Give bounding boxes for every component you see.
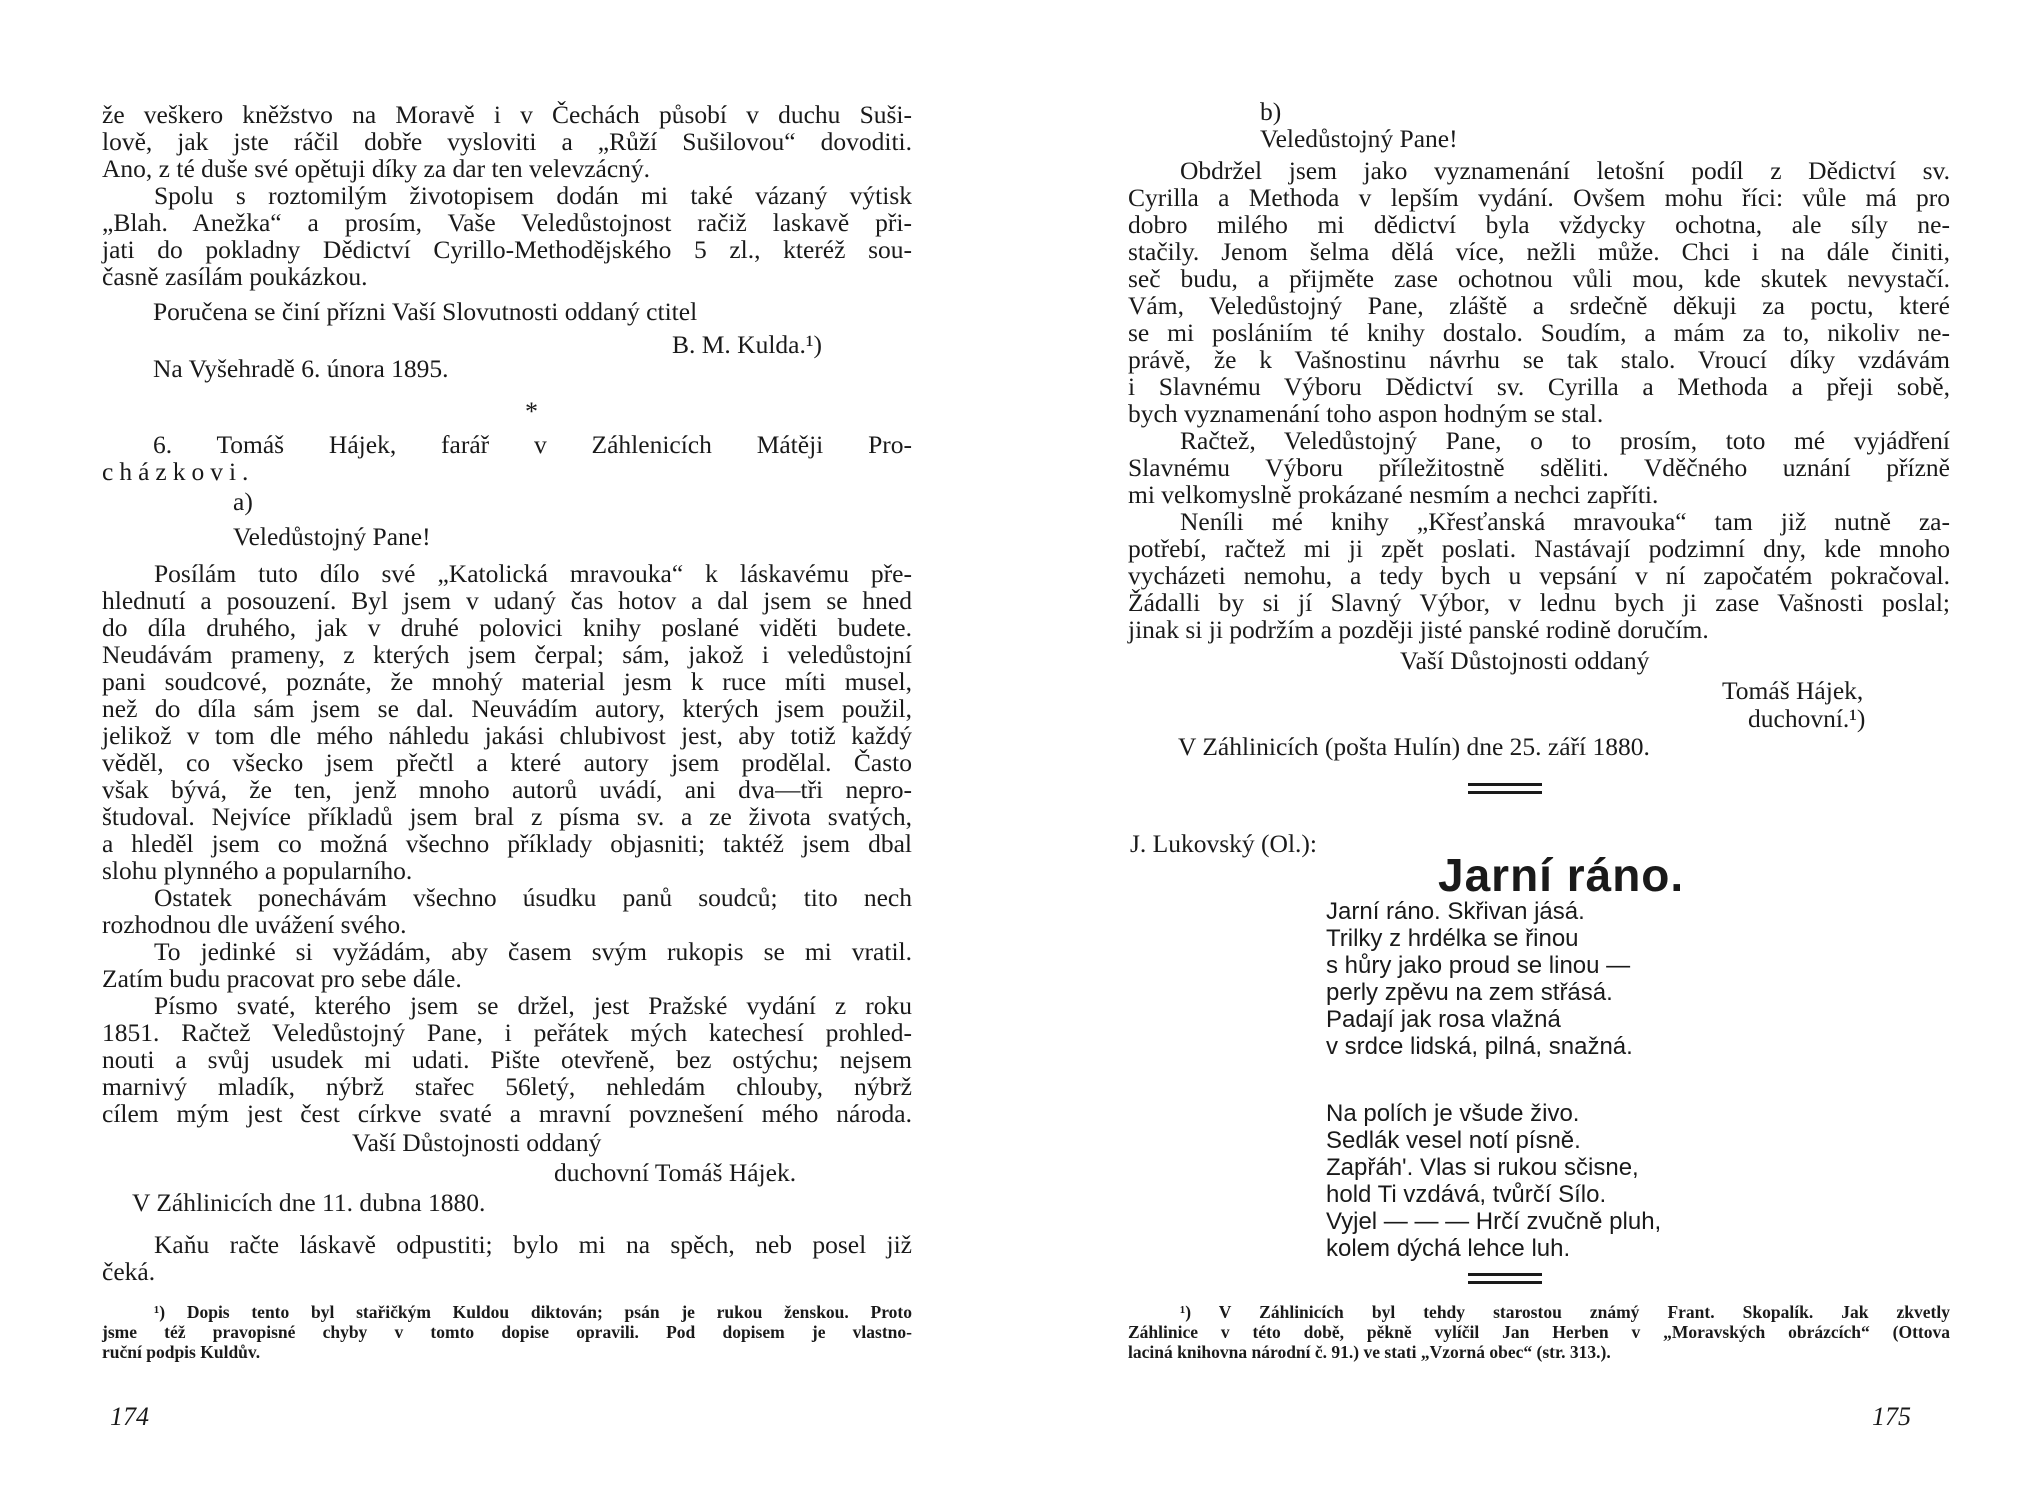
- letter-label-a: [233, 488, 253, 515]
- letter-heading: [153, 431, 912, 458]
- left-footnote: [102, 1302, 912, 1362]
- text-line: Neníli mé knihy „Křesťanská mravouka“ tam již nutně za-: [1180, 507, 1950, 536]
- text-line: Tomáš Hájek,: [1722, 676, 1864, 705]
- text-line: „Blah. Anežka“ a prosím, Vaše Veledůstojnost račiž laskavě při-: [102, 208, 912, 237]
- text-line: To jedinké si vyžádám, aby časem svým rukopis se mi vratil.: [154, 937, 912, 966]
- divider-rule: [1468, 791, 1542, 794]
- divider-rule: [1468, 1281, 1542, 1284]
- text-line: a): [233, 487, 253, 516]
- text-line: b): [1260, 97, 1282, 126]
- text-line: seč budu, a přijměte zase ochotnou vůli mou, kde skutek nevystačí.: [1128, 264, 1950, 293]
- text-line: Žádalli by si jí Slavný Výbor, v lednu bych ji zase Vašnosti poslal;: [1128, 588, 1950, 617]
- text-line: cílem mým jest čest církve svaté a mravní povznešení mého národa.: [102, 1099, 912, 1128]
- text-line: jinak si ji podržím a později jisté panské rodině doručím.: [1128, 615, 1709, 644]
- salutation: [233, 523, 431, 550]
- divider-rule: [1468, 783, 1542, 786]
- text-line: Posílám tuto dílo své „Katolická mravouka“ k láskavému pře-: [154, 559, 912, 588]
- text-line: Vaší Důstojnosti oddaný: [1400, 646, 1650, 675]
- left-signature2: [554, 1159, 796, 1186]
- left-place-date: [153, 355, 449, 382]
- text-line: Poručena se činí přízni Vaší Slovutnosti oddaný ctitel: [153, 297, 698, 326]
- text-line: dobro milého mi dědictví byla vždycky ochotna, ale síly ne-: [1128, 210, 1950, 239]
- right-sign-off: [1400, 647, 1649, 674]
- text-line: že veškero kněžstvo na Moravě i v Čechách působí v duchu Suši-: [102, 100, 912, 129]
- left-signature: [672, 331, 822, 358]
- text-line: Ano, z té duše své opětuji díky za dar ten velevzácný.: [102, 154, 651, 183]
- text-line: slohu plynného a popularního.: [102, 856, 413, 885]
- left-closing: [153, 298, 697, 325]
- left-paragraph: [102, 182, 912, 290]
- footnote-line: jsme též pravopisné chyby v tomto dopise opravili. Pod dopisem je vlastno-: [102, 1322, 912, 1342]
- text-line: Neudávám prameny, z kterých jsem čerpal; sám, jakož i veledůstojní: [102, 640, 912, 669]
- text-line: se mi poslániím té knihy dostalo. Soudím, a mám za to, nikoliv ne-: [1128, 318, 1950, 347]
- text-line: duchovní Tomáš Hájek.: [554, 1158, 797, 1187]
- poem-line: Zapřáh'. Vlas si rukou sčisne,: [1326, 1154, 1639, 1181]
- text-line: Písmo svaté, kterého jsem se držel, jest Pražské vydání z roku: [154, 991, 912, 1020]
- text-line: Ostatek ponechávám všechno úsudku panů soudců; tito nech: [154, 883, 912, 912]
- right-salutation: [1260, 125, 1458, 152]
- text-line: 1851. Račtež Veledůstojný Pane, i peřátek mých katechesí prohled-: [102, 1018, 912, 1047]
- footnote-line: ruční podpis Kuldův.: [102, 1342, 261, 1362]
- text-line: Slavnému Výboru příležitostně sděliti. Vděčného uznání přízně: [1128, 453, 1950, 482]
- poem-line: Vyjel — — — Hrčí zvučně pluh,: [1326, 1208, 1662, 1235]
- text-line: do díla druhého, jak v druhé polovici knihy poslané viděti budete.: [102, 613, 912, 642]
- footnote-line: ¹) V Záhlinicích byl tehdy starostou známý Frant. Skopalík. Jak zkvetly: [1180, 1302, 1950, 1322]
- page-number: 174: [110, 1402, 149, 1431]
- poem-line: Na polích je všude živo.: [1326, 1100, 1580, 1127]
- text-line: však bývá, že ten, jenž mnoho autorů uvádí, ani dva—tři nepro-: [102, 775, 912, 804]
- text-line: pani soudcové, poznáte, že mnohý material jesm k ruce míti musel,: [102, 667, 912, 696]
- text-line: Vaší Důstojnosti oddaný: [352, 1128, 602, 1157]
- text-line: marnivý mladík, nýbrž stařec 56letý, nehledám chlouby, nýbrž: [102, 1072, 912, 1101]
- right-signature-title: [1748, 705, 1865, 732]
- text-line: potřebí, račtež mi ji zpět poslati. Nastávají podzimní dny, kde mnoho: [1128, 534, 1950, 563]
- text-line: vycházeti nemohu, a tedy bych u vepsání v ní započatém pokračoval.: [1128, 561, 1950, 590]
- text-line: Vám, Veledůstojný Pane, zláště a srdečně děkuji za poctu, které: [1128, 291, 1950, 320]
- text-line: a hleděl jsem co možná všechno příklady objasniti; taktéž jsem dbal: [102, 829, 912, 858]
- text-line: věděl, co všecko jsem přečtl a které autory jsem prodělal. Často: [102, 748, 912, 777]
- poem-line: v srdce lidská, pilná, snažná.: [1326, 1033, 1633, 1060]
- text-line: časně zasílám poukázkou.: [102, 262, 368, 291]
- poem-line: Sedlák vesel notí písně.: [1326, 1127, 1581, 1154]
- poem-stanza-2: [1326, 1100, 1661, 1262]
- text-line: Obdržel jsem jako vyznamenání letošní podíl z Dědictví sv.: [1180, 156, 1950, 185]
- left-intro: [102, 101, 912, 182]
- text-line: bych vyznamenání toho aspon hodným se stal.: [1128, 399, 1604, 428]
- text-line: Cyrilla a Methoda v lepším vydání. Ovšem mohu říci: vůle má pro: [1128, 183, 1950, 212]
- poem-line: Jarní ráno. Skřivan jásá.: [1326, 898, 1585, 925]
- heading-line: 6. Tomáš Hájek, farář v Záhlenicích Mátěji Pro-: [153, 430, 912, 459]
- footnote-line: Záhlinice v této době, pěkně vylíčil Jan Herben v „Moravských obrázcích“ (Ottova: [1128, 1322, 1950, 1342]
- text-line: čeká.: [102, 1257, 156, 1286]
- poem-line: hold Ti vzdává, tvůrčí Sílo.: [1326, 1181, 1607, 1208]
- text-line: V Záhlinicích (pošta Hulín) dne 25. září 1880.: [1178, 732, 1650, 761]
- text-line: Veledůstojný Pane!: [1260, 124, 1458, 153]
- text-line: Račtež, Veledůstojný Pane, o to prosím, toto mé vyjádření: [1180, 426, 1950, 455]
- left-place-date2: [132, 1189, 485, 1216]
- text-line: rozhodnou dle uvážení svého.: [102, 910, 407, 939]
- text-line: Kaňu račte láskavě odpustiti; bylo mi na spěch, neb posel již: [154, 1230, 912, 1259]
- text-line: lově, jak jste ráčil dobře vysloviti a „Růží Sušilovou“ dovoditi.: [102, 127, 912, 156]
- letter-b-body: [1128, 157, 1950, 643]
- right-page: [1010, 0, 2020, 1501]
- text-line: duchovní.¹): [1748, 704, 1866, 733]
- text-line: právě, že k Vašnostinu návrhu se tak stalo. Vroucí díky vzdávám: [1128, 345, 1950, 374]
- text-line: J. Lukovský (Ol.):: [1130, 829, 1317, 858]
- heading-line: cházkovi.: [102, 457, 255, 486]
- footnote-line: laciná knihovna národní č. 91.) ve stati „Vzorná obec“ (str. 313.).: [1128, 1342, 1611, 1362]
- section-separator: *: [525, 397, 538, 426]
- letter-a-body: [102, 560, 912, 1127]
- text-line: hlednutí a posouzení. Byl jsem v udaný čas hotov a dal jsem se hned: [102, 586, 912, 615]
- left-sign-off: [352, 1129, 601, 1156]
- poem-title: Jarní ráno.: [1438, 849, 1685, 901]
- text-line: jelikož v tom dle mého náhledu jakási chlubivost jest, aby totiž každý: [102, 721, 912, 750]
- right-place-date: [1178, 733, 1650, 760]
- text-line: Spolu s roztomilým životopisem dodán mi také vázaný výtisk: [154, 181, 912, 210]
- text-line: stačily. Jenom šelma dělá více, nežli může. Chci i na dále činiti,: [1128, 237, 1950, 266]
- text-line: jati do pokladny Dědictví Cyrillo-Methodějského 5 zl., kteréž sou-: [102, 235, 912, 264]
- right-footnote: [1128, 1302, 1950, 1362]
- poem-line: kolem dýchá lehce luh.: [1326, 1235, 1571, 1262]
- text-line: nouti a svůj usudek mi udati. Pište otevřeně, bez ostýchu; nejsem: [102, 1045, 912, 1074]
- right-signature-name: [1722, 677, 1863, 704]
- text-line: než do díla sám jsem se dal. Neuvádím autory, kterých jsem použil,: [102, 694, 912, 723]
- text-line: mi velkomyslně prokázané nesmím a nechci zapříti.: [1128, 480, 1659, 509]
- poem-line: Padají jak rosa vlažná: [1326, 1006, 1561, 1033]
- poem-author: [1130, 830, 1317, 857]
- text-line: V Záhlinicích dne 11. dubna 1880.: [132, 1188, 486, 1217]
- text-line: i Slavnému Výboru Dědictví sv. Cyrilla a Methoda a přeji sobě,: [1128, 372, 1950, 401]
- text-line: Na Vyšehradě 6. února 1895.: [153, 354, 449, 383]
- poem-line: perly zpěvu na zem střásá.: [1326, 979, 1613, 1006]
- divider-rule: [1468, 1273, 1542, 1276]
- page-number: 175: [1872, 1402, 1911, 1431]
- poem-line: Trilky z hrdélka se řinou: [1326, 925, 1579, 952]
- left-postscript: [102, 1231, 912, 1285]
- text-line: Veledůstojný Pane!: [233, 522, 431, 551]
- poem-line: s hůry jako proud se linou —: [1326, 952, 1631, 979]
- text-line: študoval. Nejvíce příkladů jsem bral z písma sv. a ze života svatých,: [102, 802, 912, 831]
- footnote-line: ¹) Dopis tento byl stařičkým Kuldou diktován; psán je rukou ženskou. Proto: [154, 1302, 912, 1322]
- text-line: B. M. Kulda.¹): [672, 330, 823, 359]
- letter-label-b: [1260, 98, 1281, 125]
- letter-heading-cont: [102, 458, 254, 485]
- text-line: Zatím budu pracovat pro sebe dále.: [102, 964, 462, 993]
- poem-stanza-1: [1326, 898, 1633, 1060]
